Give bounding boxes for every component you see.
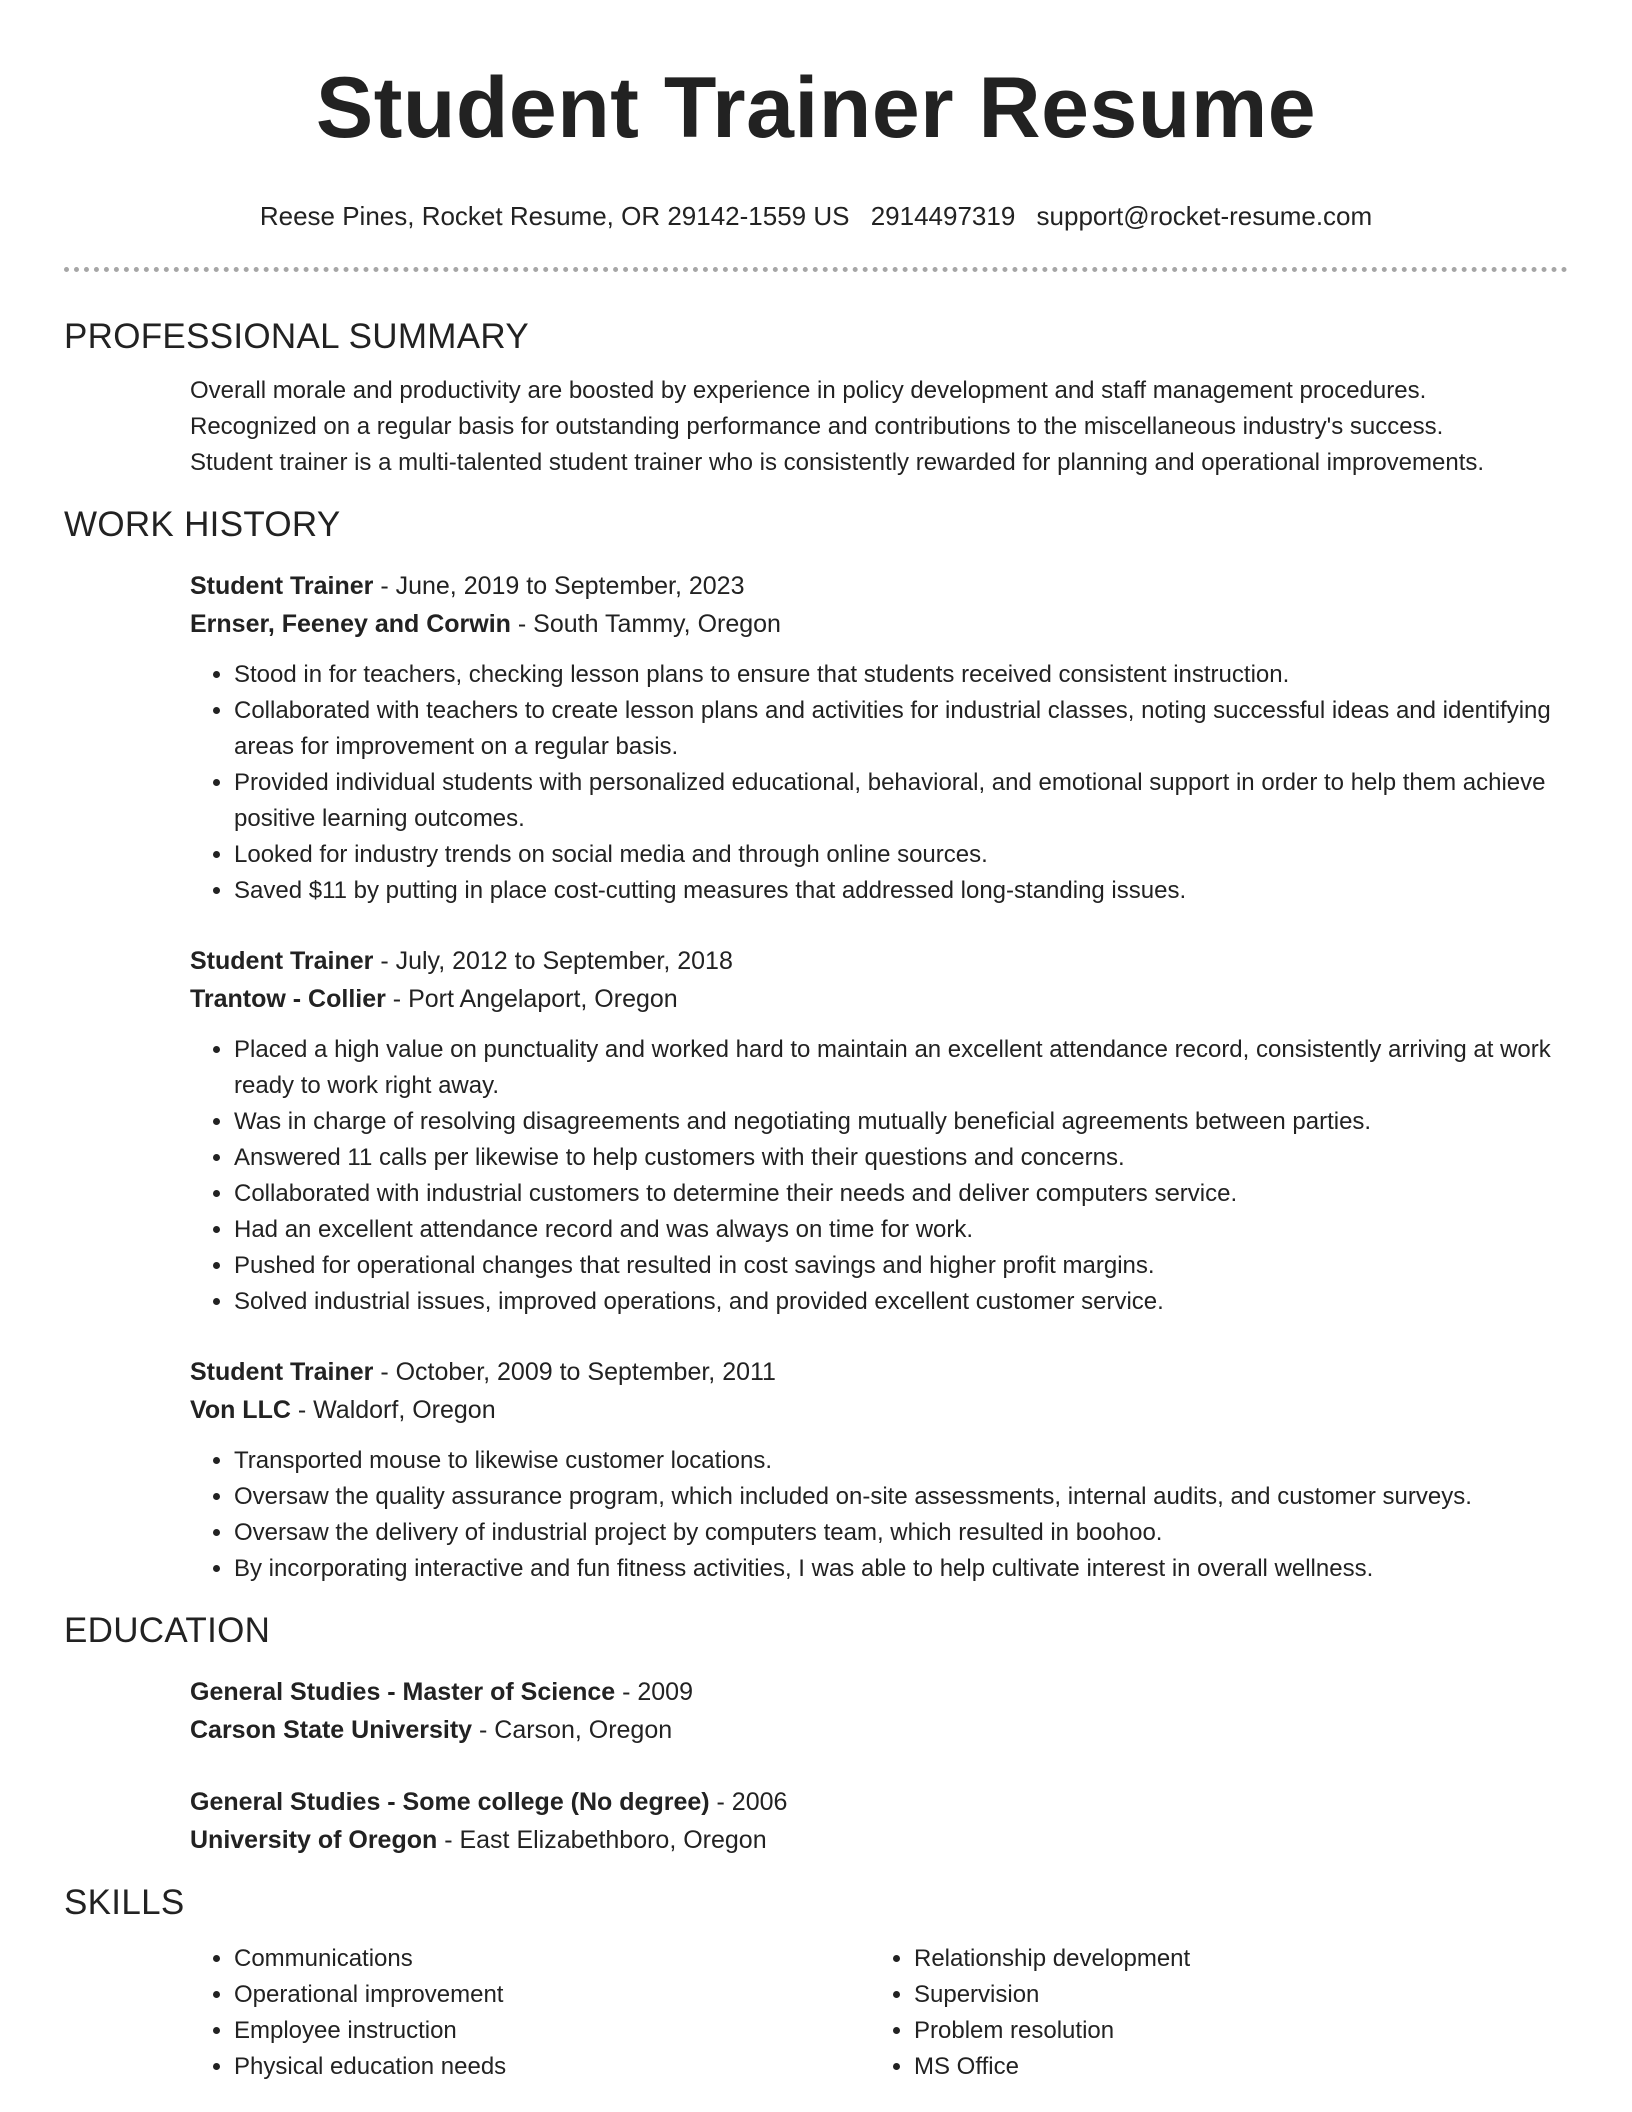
list-item: • Placed a high value on punctuality and worked hard to maintain an excellent attendance record, consistently arriving at work ready to work right away. — [234, 1032, 1568, 1104]
list-item: • Was in charge of resolving disagreements and negotiating mutually beneficial agreements between parties. — [234, 1104, 1568, 1140]
skills-list — [190, 1941, 870, 2085]
list-item: • Relationship development — [914, 1941, 1190, 1977]
skills-column-right — [870, 1941, 1190, 2085]
education-degree: General Studies - Some college (No degree) — [190, 1788, 710, 1816]
job-location: - Waldorf, Oregon — [290, 1396, 496, 1424]
education-location: - East Elizabethboro, Oregon — [437, 1826, 767, 1854]
list-item: • Employee instruction — [234, 2013, 870, 2049]
education-year: - 2009 — [615, 1678, 693, 1706]
contact-address: Reese Pines, Rocket Resume, OR 29142-1559 US — [259, 201, 850, 231]
job-company-line — [190, 1391, 1568, 1429]
job-title: Student Trainer — [190, 572, 374, 600]
education-degree-line — [190, 1783, 1568, 1821]
job-title: Student Trainer — [190, 947, 374, 975]
job-company: Ernser, Feeney and Corwin — [190, 610, 511, 638]
contact-line — [0, 198, 1632, 234]
education-school-line — [190, 1821, 1568, 1859]
job-bullets — [190, 1443, 1568, 1587]
job-dates: - June, 2019 to September, 2023 — [373, 572, 745, 600]
list-item: • Oversaw the quality assurance program, which included on-site assessments, internal audits, and customer surveys. — [234, 1479, 1568, 1515]
resume-title: Student Trainer Resume — [315, 60, 1317, 156]
list-item: • Collaborated with teachers to create lesson plans and activities for industrial classes, noting successful ideas and identifying areas for improvement on a regular basis. — [234, 693, 1568, 765]
list-item: • Stood in for teachers, checking lesson plans to ensure that students received consistent instruction. — [234, 657, 1568, 693]
list-item: • Pushed for operational changes that resulted in cost savings and higher profit margins. — [234, 1248, 1568, 1284]
list-item: • Supervision — [914, 1977, 1190, 2013]
header-divider — [64, 267, 1568, 272]
list-item: • Physical education needs — [234, 2049, 870, 2085]
skills-column-left — [190, 1941, 870, 2085]
summary-heading: PROFESSIONAL SUMMARY — [64, 317, 529, 356]
contact-email: support@rocket-resume.com — [1036, 201, 1373, 231]
job-company-line — [190, 605, 1568, 643]
job-bullets — [190, 657, 1568, 909]
list-item: • Solved industrial issues, improved operations, and provided excellent customer service. — [234, 1284, 1568, 1320]
education-degree-line — [190, 1673, 1568, 1711]
summary-body — [190, 373, 1568, 481]
list-item: • Problem resolution — [914, 2013, 1190, 2049]
list-item: • Communications — [234, 1941, 870, 1977]
list-item: • Transported mouse to likewise customer locations. — [234, 1443, 1568, 1479]
list-item: • Operational improvement — [234, 1977, 870, 2013]
work-history-heading: WORK HISTORY — [64, 505, 341, 544]
education-entry — [190, 1673, 1568, 1749]
job-entry — [190, 567, 1568, 909]
education-school-line — [190, 1711, 1568, 1749]
education-school: Carson State University — [190, 1716, 473, 1744]
job-company: Trantow - Collier — [190, 985, 386, 1013]
education-year: - 2006 — [709, 1788, 788, 1816]
job-location: - South Tammy, Oregon — [510, 610, 781, 638]
education-heading: EDUCATION — [64, 1611, 271, 1650]
summary-line: Recognized on a regular basis for outstanding performance and contributions to the miscellaneous industry's success. — [190, 413, 1444, 440]
job-company: Von LLC — [190, 1396, 291, 1424]
job-title-line — [190, 1353, 1568, 1391]
contact-phone: 2914497319 — [870, 201, 1016, 231]
list-item: • Saved $11 by putting in place cost-cutting measures that addressed long-standing issues. — [234, 873, 1568, 909]
job-dates: - October, 2009 to September, 2011 — [373, 1358, 776, 1386]
summary-line: Overall morale and productivity are boosted by experience in policy development and staff management procedures. — [190, 377, 1427, 404]
list-item: • Looked for industry trends on social media and through online sources. — [234, 837, 1568, 873]
summary-line: Student trainer is a multi-talented student trainer who is consistently rewarded for planning and operational improvements. — [190, 449, 1485, 476]
list-item: • Collaborated with industrial customers to determine their needs and deliver computers service. — [234, 1176, 1568, 1212]
job-title-line — [190, 942, 1568, 980]
job-bullets — [190, 1032, 1568, 1320]
job-location: - Port Angelaport, Oregon — [385, 985, 678, 1013]
job-entry — [190, 942, 1568, 1320]
job-dates: - July, 2012 to September, 2018 — [373, 947, 733, 975]
list-item: • Had an excellent attendance record and was always on time for work. — [234, 1212, 1568, 1248]
education-degree: General Studies - Master of Science — [190, 1678, 616, 1706]
list-item: • Oversaw the delivery of industrial project by computers team, which resulted in boohoo. — [234, 1515, 1568, 1551]
job-entry — [190, 1353, 1568, 1587]
job-company-line — [190, 980, 1568, 1018]
list-item: • By incorporating interactive and fun fitness activities, I was able to help cultivate interest in overall wellness. — [234, 1551, 1568, 1587]
list-item: • Answered 11 calls per likewise to help customers with their questions and concerns. — [234, 1140, 1568, 1176]
education-school: University of Oregon — [190, 1826, 438, 1854]
skills-heading: SKILLS — [64, 1883, 185, 1922]
job-title: Student Trainer — [190, 1358, 374, 1386]
education-location: - Carson, Oregon — [472, 1716, 673, 1744]
list-item: • MS Office — [914, 2049, 1190, 2085]
job-title-line — [190, 567, 1568, 605]
skills-grid — [190, 1941, 1568, 2085]
education-entry — [190, 1783, 1568, 1859]
skills-list — [870, 1941, 1190, 2085]
list-item: • Provided individual students with personalized educational, behavioral, and emotional support in order to help them achieve positive learning outcomes. — [234, 765, 1568, 837]
